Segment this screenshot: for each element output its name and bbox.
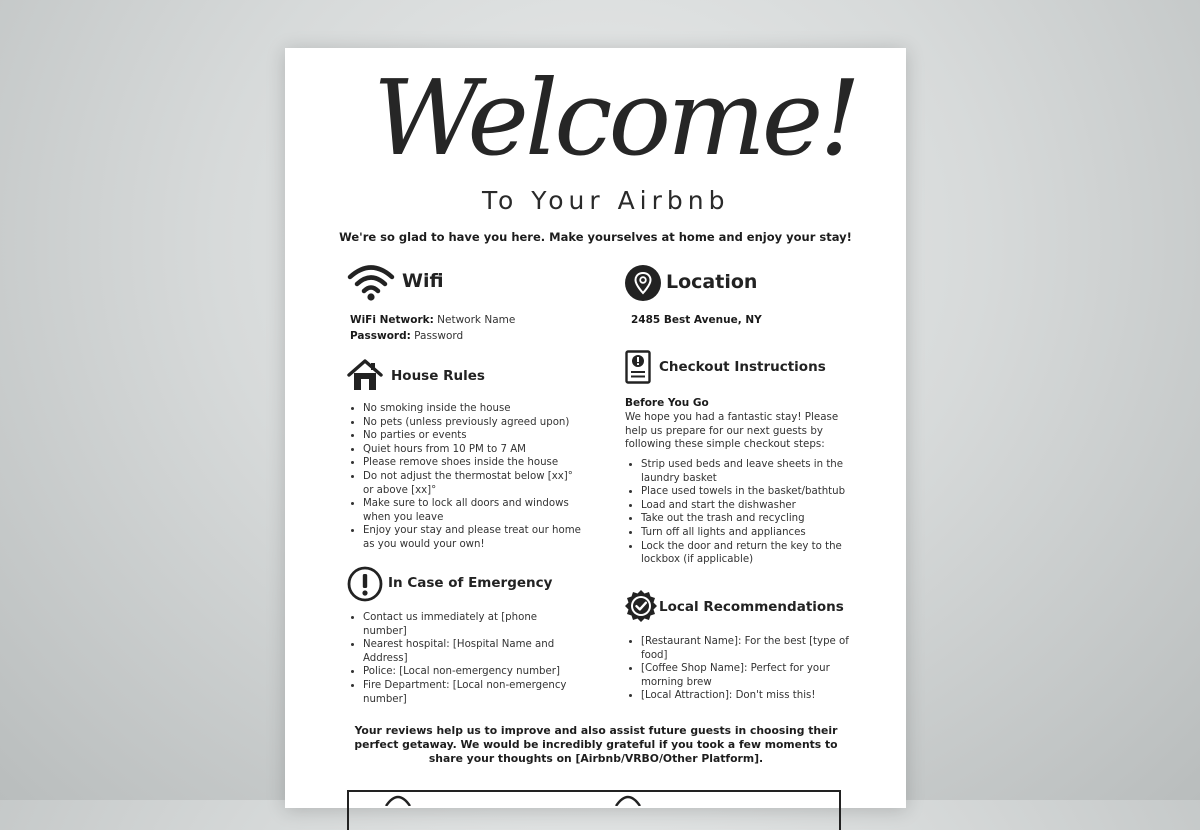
house-rules-list [348,402,581,552]
list-item: • Enjoy your stay and please treat our home as you would your own! [363,524,581,551]
checkout-intro: We hope you had a fantastic stay! Please help us prepare for our next guests by following these simple checkout steps: [625,411,839,451]
circle-icon [613,794,643,806]
list-item: • Police: [Local non-emergency number] [363,665,581,679]
title-block [285,48,906,278]
house-rules-heading: House Rules [391,368,485,384]
emergency-heading: In Case of Emergency [388,575,553,591]
list-item: • Place used towels in the basket/bathtub [641,485,859,499]
list-item: • Quiet hours from 10 PM to 7 AM [363,443,581,457]
welcome-tagline: We're so glad to have you here. Make yourselves at home and enjoy your stay! [339,230,852,244]
checkout-heading: Checkout Instructions [659,359,826,375]
list-item: • Make sure to lock all doors and windows when you leave [363,497,581,524]
checkout-subheading: Before You Go [625,397,709,409]
list-item: • Contact us immediately at [phone number] [363,611,581,638]
wifi-network-label: WiFi Network: [350,314,434,326]
list-item: • [Restaurant Name]: For the best [type of food] [641,635,859,662]
exclamation-icon [347,566,383,602]
footer-review-note: Your reviews help us to improve and also assist future guests in choosing their perfect getaway. We would be incredibly grateful if you took a few moments to share your thoughts on [Airbnb/VRBO/Other Platform]. [354,724,838,765]
wifi-password-value: Password [414,330,464,342]
welcome-subtitle: To Your Airbnb [482,186,730,215]
welcome-heading: Welcome! [373,57,858,179]
emergency-list [348,611,581,706]
badge-check-icon [624,589,658,623]
location-heading: Location [666,271,758,293]
list-item: • No smoking inside the house [363,402,581,416]
recommendations-heading: Local Recommendations [659,599,844,615]
recommendations-list [626,635,859,703]
wifi-icon [347,264,395,302]
wifi-network [350,313,590,327]
list-item: • Please remove shoes inside the house [363,456,581,470]
list-item: • Turn off all lights and appliances [641,526,859,540]
list-item: • [Coffee Shop Name]: Perfect for your morning brew [641,662,859,689]
location-address: 2485 Best Avenue, NY [631,314,762,326]
welcome-sheet [285,48,906,808]
checklist-icon [625,350,651,384]
wifi-password-label: Password: [350,330,411,342]
list-item: • Fire Department: [Local non-emergency number] [363,679,581,706]
house-icon [347,358,383,392]
list-item: • No parties or events [363,429,581,443]
list-item: • Take out the trash and recycling [641,512,859,526]
checkout-list [626,458,859,567]
list-item: • Nearest hospital: [Hospital Name and Address] [363,638,581,665]
list-item: • Load and start the dishwasher [641,499,859,513]
list-item: • Strip used beds and leave sheets in the laundry basket [641,458,859,485]
wifi-heading: Wifi [402,270,444,292]
wifi-network-value: Network Name [437,314,516,326]
bottom-frame [347,790,841,830]
wifi-password [350,329,590,343]
list-item: • [Local Attraction]: Don't miss this! [641,689,859,703]
circle-icon [383,794,413,806]
list-item: • Do not adjust the thermostat below [xx]° or above [xx]° [363,470,581,497]
location-pin-icon [624,264,662,302]
list-item: • Lock the door and return the key to the lockbox (if applicable) [641,540,859,567]
list-item: • No pets (unless previously agreed upon) [363,416,581,430]
